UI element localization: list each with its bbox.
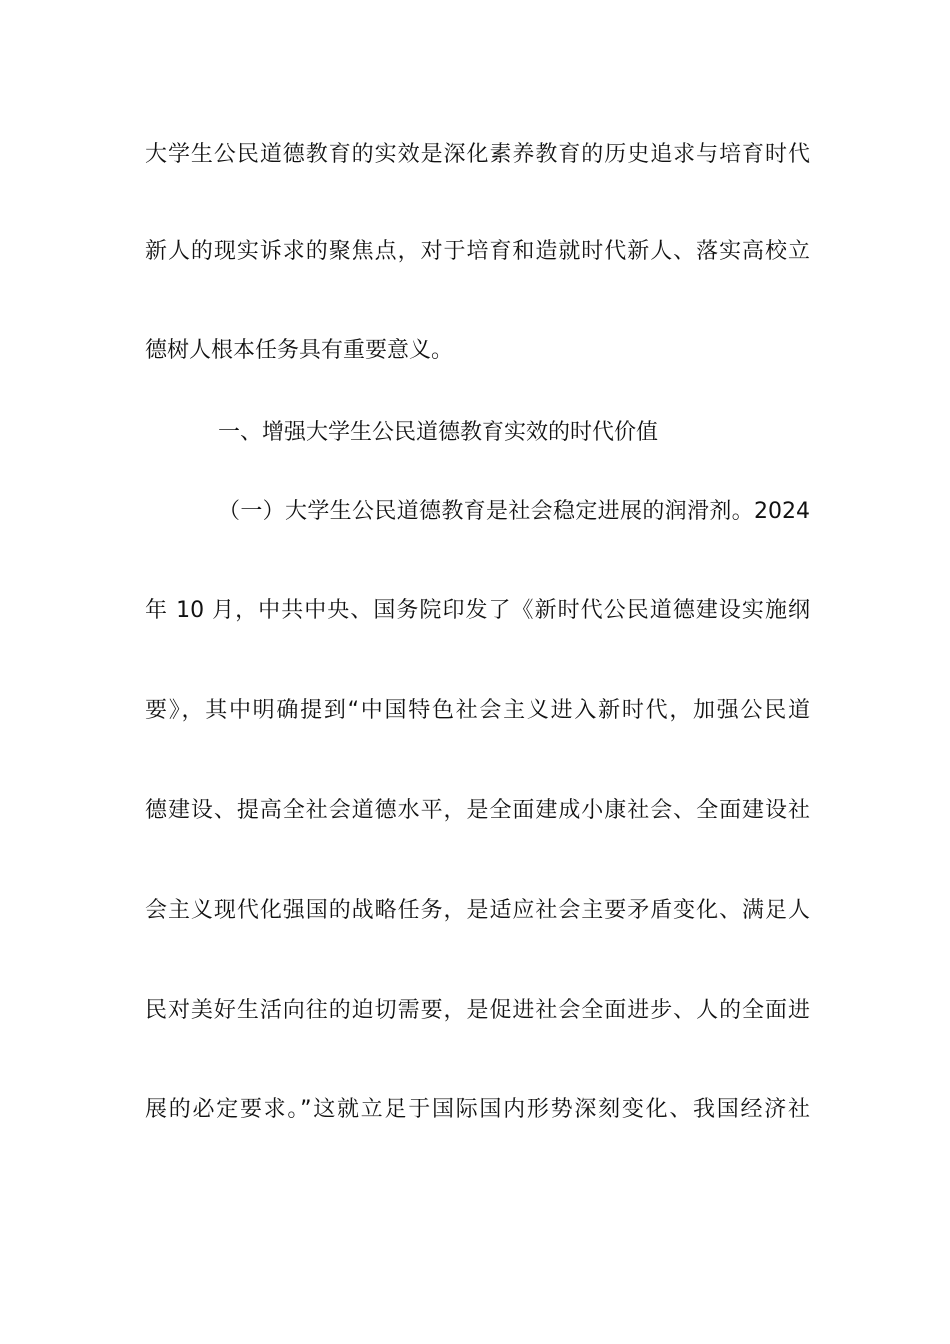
paragraph-line: 民对美好生活向往的迫切需要，是促进社会全面进步、人的全面进 (145, 998, 810, 1023)
paragraph-line: 德树人根本任务具有重要意义。 (145, 338, 454, 363)
subsection-heading: （一）大学生公民道德教育是社会稳定进展的润滑剂。2024 (218, 499, 810, 524)
paragraph-line: 德建设、提高全社会道德水平，是全面建成小康社会、全面建设社 (145, 798, 810, 823)
paragraph-line: 会主义现代化强国的战略任务，是适应社会主要矛盾变化、满足人 (145, 898, 810, 923)
paragraph-line: 大学生公民道德教育的实效是深化素养教育的历史追求与培育时代 (145, 142, 810, 167)
paragraph-line: 新人的现实诉求的聚焦点，对于培育和造就时代新人、落实高校立 (145, 239, 810, 264)
paragraph-line: 要》，其中明确提到“中国特色社会主义进入新时代，加强公民道 (145, 698, 810, 723)
section-heading: 一、增强大学生公民道德教育实效的时代价值 (218, 420, 659, 445)
paragraph-line: 年 10 月，中共中央、国务院印发了《新时代公民道德建设实施纲 (145, 598, 810, 623)
paragraph-line: 展的必定要求。”这就立足于国际国内形势深刻变化、我国经济社 (145, 1097, 810, 1122)
